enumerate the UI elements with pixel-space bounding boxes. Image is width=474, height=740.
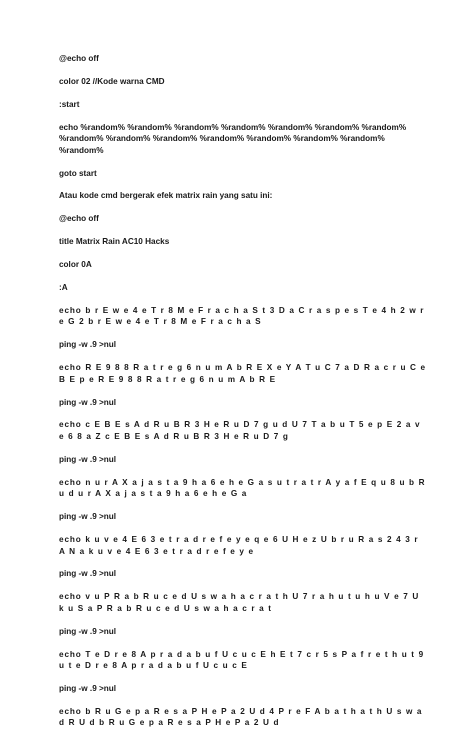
code-line: echo v u P R a b R u c e d U s w a h a c r a t h U 7 r a h u t u h u V e 7 U k u S a P R a b R u c e d U s w a h a c r a t <box>59 592 420 613</box>
code-line: ping -w .9 >nul <box>59 454 117 464</box>
code-line: goto start <box>59 168 97 178</box>
code-line: ping -w .9 >nul <box>59 340 117 350</box>
code-line: echo %random% %random% %random% %random% %random% %random% %random% %random% %random% %random% %random% %random% %random% %random% %random% <box>59 122 407 155</box>
code-line: @echo off <box>59 54 99 63</box>
code-line: :A <box>59 283 68 293</box>
code-line: echo T e D r e 8 A p r a d a b u f U c u c E h E t 7 c r 5 s P a f r e t h u t 9 u t e D r e 8 A p r a d a b u f U c u c E <box>59 649 425 671</box>
code-line: echo c E B E s A d R u B R 3 H e R u D 7 g u d U 7 T a b u T 5 e p E 2 a v e 6 8 a Z c E B E s A d R u B R 3 H e R u D 7 g <box>59 420 421 441</box>
code-line: title Matrix Rain AC10 Hacks <box>59 237 170 247</box>
code-line: echo b r E w e 4 e T r 8 M e F r a c h a S t 3 D a C r a s p e s T e 4 h 2 w r e G 2 b r E w e 4 e T r 8 M e F r a c h a S <box>59 305 425 327</box>
code-line: color 0A <box>59 260 92 270</box>
code-line: :start <box>59 99 80 109</box>
code-line: echo k u v e 4 E 6 3 e t r a d r e f e y e q e 6 U H e z U b r u R a s 2 4 3 r A N a k u v e 4 E 6 3 e t r a d r e f e y e <box>59 535 419 556</box>
code-line: Atau kode cmd bergerak efek matrix rain yang satu ini: <box>59 191 273 201</box>
code-line: echo R E 9 8 8 R a t r e g 6 n u m A b R E X e Y A T u C 7 a D R a c r u C e B E p e R E 9 8 8 R a t r e g 6 n u m A b R E <box>59 363 426 384</box>
code-line: color 02 //Kode warna CMD <box>59 76 165 86</box>
code-line: ping -w .9 >nul <box>59 569 117 579</box>
code-line: ping -w .9 >nul <box>59 512 117 522</box>
code-line: ping -w .9 >nul <box>59 626 117 636</box>
code-line: ping -w .9 >nul <box>59 683 117 693</box>
code-line: echo n u r A X a j a s t a 9 h a 6 e h e G a s u t r a t r A y a f E q u 8 u b R u d u r A X a j a s t a 9 h a 6 e h e G a <box>59 477 426 499</box>
code-line: @echo off <box>59 214 99 224</box>
document-body <box>59 53 427 740</box>
code-line: echo b R u G e p a R e s a P H e P a 2 U d 4 P r e F A b a t h a t h U s w a d R U d b R u G e p a R e s a P H e P a 2 U d <box>59 706 423 728</box>
code-line: ping -w .9 >nul <box>59 397 117 407</box>
